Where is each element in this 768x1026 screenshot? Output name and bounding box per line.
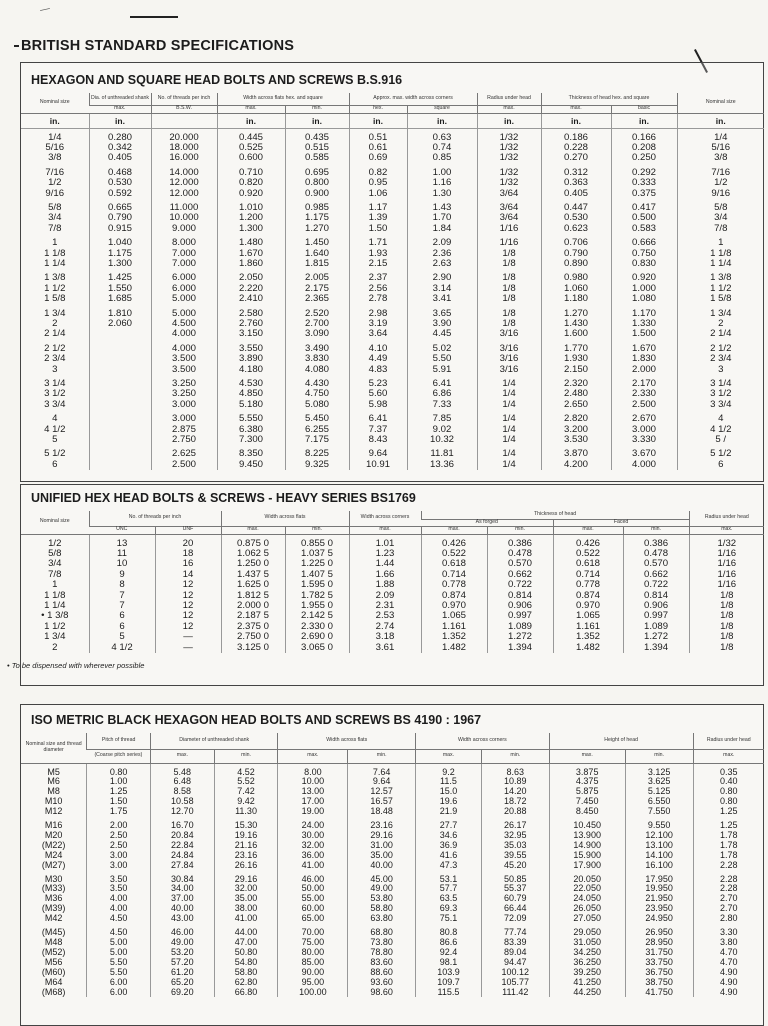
table-row bbox=[21, 375, 764, 410]
table-cell: 3.550 3.890 4.180 bbox=[217, 340, 285, 375]
table-cell bbox=[89, 445, 151, 470]
sub-header: max. bbox=[689, 526, 764, 534]
table-cell: 0.447 0.530 0.623 bbox=[541, 199, 611, 234]
table-row bbox=[21, 269, 764, 304]
table-cell: 50.85 55.37 60.79 66.44 72.09 bbox=[481, 871, 549, 925]
table-cell: 1/8 1/8 1/8 bbox=[477, 269, 541, 304]
table-cell: 23.16 29.16 31.00 35.00 40.00 bbox=[348, 817, 416, 871]
table-row bbox=[21, 924, 764, 997]
table-cell: 80.8 86.6 92.4 98.1 103.9 109.7 115.5 bbox=[416, 924, 482, 997]
footnote: • To be dispensed with wherever possible bbox=[7, 661, 145, 670]
col-header: Radius under head bbox=[693, 733, 764, 749]
table-cell: 26.950 28.950 31.750 33.750 36.750 38.750 41.750 bbox=[625, 924, 693, 997]
table-cell: 3 1/4 3 1/2 3 3/4 bbox=[677, 375, 764, 410]
table-cell: 8.350 9.450 bbox=[217, 445, 285, 470]
table-cell: 0.665 0.790 0.915 bbox=[89, 199, 151, 234]
table-cell: in. bbox=[89, 113, 151, 128]
table-cell: in. bbox=[407, 113, 477, 128]
table-cell: 1 3/4 2 2 1/4 bbox=[44, 307, 66, 340]
sub-header: max. bbox=[89, 105, 151, 113]
table-cell: 16.70 20.84 22.84 24.84 27.84 bbox=[150, 817, 214, 871]
table-cell: 1.43 1.70 1.84 bbox=[407, 199, 477, 234]
table-row bbox=[21, 199, 764, 234]
table-cell: 29.16 32.00 35.00 38.00 41.00 bbox=[214, 871, 278, 925]
table-cell: 1.00 1.16 1.30 bbox=[407, 164, 477, 199]
table-cell: 4.52 5.52 7.42 9.42 11.30 bbox=[214, 763, 278, 817]
table-cell: 0.63 0.74 0.85 bbox=[407, 128, 477, 164]
table-cell: 14.000 12.000 12.000 bbox=[151, 164, 217, 199]
table-cell: 4.10 4.49 4.83 bbox=[349, 340, 407, 375]
table-cell: 1.17 1.39 1.50 bbox=[349, 199, 407, 234]
sub-header: max. bbox=[221, 526, 285, 534]
table-cell: 1/4 5/16 3/8 bbox=[45, 131, 65, 164]
bs4190-table bbox=[21, 733, 764, 997]
table-cell: 2.98 3.19 3.64 bbox=[349, 305, 407, 340]
table-cell: 5.550 6.380 7.300 bbox=[217, 410, 285, 445]
table-cell: 0.666 0.750 0.830 bbox=[611, 234, 677, 269]
table-cell: 1 1 1/8 1 1/4 bbox=[44, 237, 66, 269]
table-cell: 5 1/2 6 bbox=[44, 448, 66, 470]
section-bs916 bbox=[20, 62, 764, 482]
table-cell: (M45) M48 (M52) M56 (M60) M64 (M68) bbox=[41, 927, 66, 997]
sub-header: min. bbox=[625, 749, 693, 763]
section-bs4190 bbox=[20, 704, 764, 1026]
col-header: Radius under head bbox=[477, 93, 541, 105]
table-cell: 2.820 3.200 3.530 bbox=[541, 410, 611, 445]
table-cell: 5.02 5.50 5.91 bbox=[407, 340, 477, 375]
sub-header: B.S.W. bbox=[151, 105, 217, 113]
table-cell: 2.37 2.56 2.78 bbox=[349, 269, 407, 304]
sub-header: min. bbox=[623, 526, 689, 534]
table-cell: 3/16 3/16 3/16 bbox=[477, 340, 541, 375]
table-cell: 5/8 3/4 7/8 bbox=[677, 199, 764, 234]
table-cell: 3.000 2.875 2.750 bbox=[151, 410, 217, 445]
table-cell: 2.580 2.760 3.150 bbox=[217, 305, 285, 340]
table-row bbox=[21, 445, 764, 470]
table-row bbox=[21, 817, 764, 871]
table-cell: 30.84 34.00 37.00 40.00 43.00 bbox=[150, 871, 214, 925]
table-cell: 1.450 1.640 1.815 bbox=[285, 234, 349, 269]
table-cell: 7.64 9.64 12.57 16.57 18.48 bbox=[348, 763, 416, 817]
table-cell: 2 1/2 2 3/4 3 bbox=[677, 340, 764, 375]
table-cell: 46.00 50.00 55.00 60.00 65.00 bbox=[278, 871, 348, 925]
table-cell: 2.050 2.220 2.410 bbox=[217, 269, 285, 304]
table-cell: 4 4 1/2 5 / bbox=[677, 410, 764, 445]
table-cell bbox=[151, 113, 217, 128]
table-cell: 0.292 0.333 0.375 bbox=[611, 164, 677, 199]
table-cell: in. bbox=[217, 113, 285, 128]
table-cell: 1 1 1/8 1 1/4 bbox=[677, 234, 764, 269]
table-cell: 1/2 5/8 3/4 7/8 1 1 1/8 1 1/4 • 1 3/8 1 1/2 1 3/4 2 bbox=[41, 537, 69, 653]
sub-header: min. bbox=[487, 526, 553, 534]
sub-header: max. bbox=[349, 526, 421, 534]
pen-scribble: — bbox=[38, 3, 52, 16]
table-cell: 9.2 11.5 15.0 19.6 21.9 bbox=[416, 763, 482, 817]
bs1769-table bbox=[21, 511, 764, 653]
table-row bbox=[21, 340, 764, 375]
table-cell: 6.000 6.000 5.000 bbox=[151, 269, 217, 304]
table-cell: 3.875 4.375 5.875 7.450 8.450 bbox=[549, 763, 625, 817]
table-cell: 0.920 1.000 1.080 bbox=[611, 269, 677, 304]
table-cell: in. bbox=[677, 113, 764, 128]
table-row bbox=[21, 534, 764, 653]
table-cell: 3.50 3.50 4.00 4.00 4.50 bbox=[87, 871, 151, 925]
table-cell: 11.81 13.36 bbox=[407, 445, 477, 470]
table-cell: 0.386 0.478 0.570 0.662 0.722 0.814 0.906 0.997 1.089 1.272 1.394 bbox=[623, 534, 689, 653]
col-header: Width across flats bbox=[278, 733, 416, 749]
table-cell: 2.005 2.175 2.365 bbox=[285, 269, 349, 304]
table-cell: 24.00 30.00 32.00 36.00 41.00 bbox=[278, 817, 348, 871]
table-cell: 2.520 2.700 3.090 bbox=[285, 305, 349, 340]
col-header: No. of threads per inch bbox=[89, 511, 221, 526]
bs916-table bbox=[21, 93, 764, 470]
table-cell: 0.386 0.478 0.570 0.662 0.722 0.814 0.906 0.997 1.089 1.272 1.394 bbox=[487, 534, 553, 653]
table-cell: 8.00 10.00 13.00 17.00 19.00 bbox=[278, 763, 348, 817]
table-cell: 0.445 0.525 0.600 bbox=[217, 128, 285, 164]
table-cell: 26.17 32.95 35.03 39.55 45.20 bbox=[481, 817, 549, 871]
table-cell: 0.875 0 1.062 5 1.250 0 1.437 5 1.625 0 1.812 5 2.000 0 2.187 5 2.375 0 2.750 0 3.125 0 bbox=[221, 534, 285, 653]
table-cell: 3.250 3.250 3.000 bbox=[151, 375, 217, 410]
table-cell: 2.90 3.14 3.41 bbox=[407, 269, 477, 304]
table-cell: 20.000 18.000 16.000 bbox=[151, 128, 217, 164]
col-header: Width across corners bbox=[416, 733, 550, 749]
col-header: Nominal size bbox=[677, 93, 764, 113]
sub-header: UNC bbox=[89, 526, 155, 534]
section-bs1769 bbox=[7, 484, 764, 686]
table-cell: 0.855 0 1.037 5 1.225 0 1.407 5 1.595 0 1.782 5 1.955 0 2.142 5 2.330 0 2.690 0 3.065 0 bbox=[285, 534, 349, 653]
table-cell: in. bbox=[349, 113, 407, 128]
table-cell: 29.050 31.050 34.250 36.250 39.250 41.250 44.250 bbox=[549, 924, 625, 997]
table-cell: 0.35 0.40 0.80 0.80 1.25 bbox=[693, 763, 764, 817]
table-cell: 9.550 12.100 13.100 14.100 16.100 bbox=[625, 817, 693, 871]
table-cell: 10.450 13.900 14.900 15.900 17.900 bbox=[549, 817, 625, 871]
sub-header: square bbox=[407, 105, 477, 113]
table-cell: 0.186 0.228 0.270 bbox=[541, 128, 611, 164]
sub-header: basic bbox=[611, 105, 677, 113]
table-cell: 1.010 1.200 1.300 bbox=[217, 199, 285, 234]
table-cell: 7/16 1/2 9/16 bbox=[677, 164, 764, 199]
sub-header: max. bbox=[278, 749, 348, 763]
col-header: Radius under head bbox=[689, 511, 764, 526]
table-cell: 0.695 0.800 0.900 bbox=[285, 164, 349, 199]
table-cell: 1.670 1.830 2.000 bbox=[611, 340, 677, 375]
table-cell: 77.74 83.39 89.04 94.47 100.12 105.77 111.42 bbox=[481, 924, 549, 997]
table-row bbox=[21, 128, 764, 164]
table-cell: 6.41 6.86 7.33 bbox=[407, 375, 477, 410]
sub-header: min. bbox=[285, 105, 349, 113]
table-cell: 15.30 19.16 21.16 23.16 26.16 bbox=[214, 817, 278, 871]
table-cell: in. bbox=[21, 113, 89, 128]
table-cell bbox=[89, 375, 151, 410]
table-cell: 1 3/8 1 1/2 1 5/8 bbox=[44, 272, 66, 305]
table-cell: 17.950 19.950 21.950 23.950 24.950 bbox=[625, 871, 693, 925]
table-cell: 1/4 1/4 bbox=[477, 445, 541, 470]
table-cell: 27.7 34.6 36.9 41.6 47.3 bbox=[416, 817, 482, 871]
table-row bbox=[21, 234, 764, 269]
table-cell: 1.270 1.430 1.600 bbox=[541, 305, 611, 340]
table-cell: 2.00 2.50 2.50 3.00 3.00 bbox=[87, 817, 151, 871]
table-cell: 5 1/2 6 bbox=[677, 445, 764, 470]
table-cell: 0.985 1.175 1.270 bbox=[285, 199, 349, 234]
table-cell: 0.435 0.515 0.585 bbox=[285, 128, 349, 164]
sub-header: hex. bbox=[349, 105, 407, 113]
table-cell: 2.320 2.480 2.650 bbox=[541, 375, 611, 410]
col-header: Approx. max. width across corners bbox=[349, 93, 477, 105]
sub-header: max. bbox=[416, 749, 482, 763]
page-title: BRITISH STANDARD SPECIFICATIONS bbox=[14, 38, 294, 54]
col-header: Width across corners bbox=[349, 511, 421, 526]
table-row bbox=[21, 763, 764, 817]
table-cell: 3.490 3.830 4.080 bbox=[285, 340, 349, 375]
table-cell: 7/16 1/2 9/16 bbox=[45, 166, 65, 199]
table-cell: 0.706 0.790 0.890 bbox=[541, 234, 611, 269]
table-cell: 0.980 1.060 1.180 bbox=[541, 269, 611, 304]
table-cell: 0.426 0.522 0.618 0.714 0.778 0.874 0.970 1.065 1.161 1.352 1.482 bbox=[421, 534, 487, 653]
sub-header: max. bbox=[541, 105, 611, 113]
col-header: Faced bbox=[553, 519, 689, 526]
col-header: Width across flats hex. and square bbox=[217, 93, 349, 105]
table-cell: 0.166 0.208 0.250 bbox=[611, 128, 677, 164]
table-row bbox=[21, 164, 764, 199]
table-cell: 3 1/4 3 1/2 3 3/4 bbox=[44, 378, 66, 410]
table-cell: 1/4 5/16 3/8 bbox=[677, 128, 764, 164]
table-cell: 0.710 0.820 0.920 bbox=[217, 164, 285, 199]
table-cell: M5 M6 M8 M10 M12 bbox=[44, 766, 63, 817]
table-cell: 1/32 1/32 1/32 bbox=[477, 128, 541, 164]
table-cell: 0.280 0.342 0.405 bbox=[89, 128, 151, 164]
sub-header: max. bbox=[421, 526, 487, 534]
table-cell: 3.30 3.80 4.70 4.70 4.90 4.90 4.90 bbox=[693, 924, 764, 997]
col-header: No. of threads per inch bbox=[151, 93, 217, 105]
table-cell: 1.040 1.175 1.300 bbox=[89, 234, 151, 269]
col-header: Pitch of thread bbox=[87, 733, 151, 749]
table-cell: 1/32 1/32 3/64 bbox=[477, 164, 541, 199]
table-cell: 46.00 49.00 53.20 57.20 61.20 65.20 69.20 bbox=[150, 924, 214, 997]
table-cell: 20 18 16 14 12 12 12 12 12 — — bbox=[155, 534, 221, 653]
table-cell: 11.000 10.000 9.000 bbox=[151, 199, 217, 234]
sub-header: min. bbox=[481, 749, 549, 763]
table-cell: 1/16 1/8 1/8 bbox=[477, 234, 541, 269]
table-cell: 2.670 3.000 3.330 bbox=[611, 410, 677, 445]
sub-header: max. bbox=[549, 749, 625, 763]
col-header: Thickness of head hex. and square bbox=[541, 93, 677, 105]
table-row bbox=[21, 871, 764, 925]
table-row bbox=[21, 410, 764, 445]
sub-header: min. bbox=[214, 749, 278, 763]
table-cell: 53.1 57.7 63.5 69.3 75.1 bbox=[416, 871, 482, 925]
table-cell: 8.63 10.89 14.20 18.72 20.88 bbox=[481, 763, 549, 817]
section-title: UNIFIED HEX HEAD BOLTS & SCREWS - HEAVY SERIES BS1769 bbox=[31, 491, 416, 505]
table-cell: 2.170 2.330 2.500 bbox=[611, 375, 677, 410]
sub-header: min. bbox=[348, 749, 416, 763]
table-cell: 4.430 4.750 5.080 bbox=[285, 375, 349, 410]
top-rule bbox=[130, 16, 178, 18]
table-cell: 0.80 1.00 1.25 1.50 1.75 bbox=[87, 763, 151, 817]
table-cell: 7.85 9.02 10.32 bbox=[407, 410, 477, 445]
table-cell: 2.09 2.36 2.63 bbox=[407, 234, 477, 269]
table-cell: 3.670 4.000 bbox=[611, 445, 677, 470]
col-header: Nominal size bbox=[21, 511, 89, 534]
table-cell: 8.000 7.000 7.000 bbox=[151, 234, 217, 269]
table-cell: 1.25 1.78 1.78 1.78 2.28 bbox=[693, 817, 764, 871]
table-cell: 3.125 3.625 5.125 6.550 7.550 bbox=[625, 763, 693, 817]
table-cell: 0.51 0.61 0.69 bbox=[349, 128, 407, 164]
table-cell: M16 M20 (M22) M24 (M27) bbox=[41, 820, 66, 870]
col-header: Nominal size bbox=[21, 93, 89, 113]
sub-header: UNF bbox=[155, 526, 221, 534]
sub-header: min. bbox=[285, 526, 349, 534]
table-cell: 8.225 9.325 bbox=[285, 445, 349, 470]
units-row bbox=[21, 113, 764, 128]
table-cell: 1.425 1.550 1.685 bbox=[89, 269, 151, 304]
table-cell: 5.48 6.48 8.58 10.58 12.70 bbox=[150, 763, 214, 817]
sub-header: max. bbox=[693, 749, 764, 763]
col-header: Thickness of head bbox=[421, 511, 689, 519]
col-header: Height of head bbox=[549, 733, 693, 749]
table-cell: 1 3/4 2 2 1/4 bbox=[677, 305, 764, 340]
table-cell: 5.450 6.255 7.175 bbox=[285, 410, 349, 445]
table-cell: in. bbox=[611, 113, 677, 128]
table-cell: 0.426 0.522 0.618 0.714 0.778 0.874 0.970 1.065 1.161 1.352 1.482 bbox=[553, 534, 623, 653]
table-cell: 4.50 5.00 5.00 5.50 5.50 6.00 6.00 bbox=[87, 924, 151, 997]
table-row bbox=[21, 305, 764, 340]
table-cell: 1/4 1/4 1/4 bbox=[477, 375, 541, 410]
section-title: ISO METRIC BLACK HEXAGON HEAD BOLTS AND SCREWS BS 4190 : 1967 bbox=[31, 713, 482, 727]
table-cell: 0.312 0.363 0.405 bbox=[541, 164, 611, 199]
table-cell: 4.000 3.500 3.500 bbox=[151, 340, 217, 375]
sub-header: max. bbox=[553, 526, 623, 534]
table-cell: 5/8 3/4 7/8 bbox=[48, 201, 62, 234]
table-cell: in. bbox=[285, 113, 349, 128]
table-cell: 68.80 73.80 78.80 83.60 88.60 93.60 98.60 bbox=[348, 924, 416, 997]
table-cell: 5.23 5.60 5.98 bbox=[349, 375, 407, 410]
table-cell: 70.00 75.00 80.00 85.00 90.00 95.00 100.00 bbox=[278, 924, 348, 997]
table-cell: 1/4 1/4 1/4 bbox=[477, 410, 541, 445]
table-cell: 0.417 0.500 0.583 bbox=[611, 199, 677, 234]
table-cell: 45.00 49.00 53.80 58.80 63.80 bbox=[348, 871, 416, 925]
col-header: Dia. of unthreaded shank bbox=[89, 93, 151, 105]
table-cell: 2.28 2.28 2.70 2.70 2.80 bbox=[693, 871, 764, 925]
table-cell: 1.810 2.060 bbox=[89, 305, 151, 340]
table-cell: 3.65 3.90 4.45 bbox=[407, 305, 477, 340]
table-cell: 0.468 0.530 0.592 bbox=[89, 164, 151, 199]
table-cell: 4.530 4.850 5.180 bbox=[217, 375, 285, 410]
col-header: Width across flats bbox=[221, 511, 349, 526]
table-cell: in. bbox=[541, 113, 611, 128]
table-cell: 1.170 1.330 1.500 bbox=[611, 305, 677, 340]
table-cell: 20.050 22.050 24.050 26.050 27.050 bbox=[549, 871, 625, 925]
table-cell: in. bbox=[477, 113, 541, 128]
table-cell: 4 4 1/2 5 bbox=[44, 413, 66, 446]
table-cell: 2 1/2 2 3/4 3 bbox=[44, 342, 66, 375]
table-cell: 44.00 47.00 50.80 54.80 58.80 62.80 66.80 bbox=[214, 924, 278, 997]
table-cell: 5.000 4.500 4.000 bbox=[151, 305, 217, 340]
sub-header: (Coarse pitch series) bbox=[87, 749, 151, 763]
sub-header: max. bbox=[150, 749, 214, 763]
table-cell: 1.71 1.93 2.15 bbox=[349, 234, 407, 269]
table-cell: 1.01 1.23 1.44 1.66 1.88 2.09 2.31 2.53 2.74 3.18 3.61 bbox=[349, 534, 421, 653]
col-header: Nominal size and thread diameter bbox=[21, 733, 87, 763]
table-cell: 1.480 1.670 1.860 bbox=[217, 234, 285, 269]
col-header: Diameter of unthreaded shank bbox=[150, 733, 277, 749]
table-cell bbox=[89, 340, 151, 375]
table-cell: 1/8 1/8 3/16 bbox=[477, 305, 541, 340]
sub-header: max. bbox=[217, 105, 285, 113]
table-cell bbox=[89, 410, 151, 445]
table-cell: 2.625 2.500 bbox=[151, 445, 217, 470]
table-cell: 1/32 1/16 1/16 1/16 1/16 1/8 1/8 1/8 1/8 1/8 1/8 bbox=[689, 534, 764, 653]
table-cell: 3/64 3/64 1/16 bbox=[477, 199, 541, 234]
sub-header: max. bbox=[477, 105, 541, 113]
table-cell: 13 11 10 9 8 7 7 6 6 5 4 1/2 bbox=[89, 534, 155, 653]
table-cell: 1 3/8 1 1/2 1 5/8 bbox=[677, 269, 764, 304]
table-cell: 9.64 10.91 bbox=[349, 445, 407, 470]
table-cell: 0.82 0.95 1.06 bbox=[349, 164, 407, 199]
col-header: As forged bbox=[421, 519, 553, 526]
table-cell: M30 (M33) M36 (M39) M42 bbox=[41, 873, 66, 924]
section-title: HEXAGON AND SQUARE HEAD BOLTS AND SCREWS B.S.916 bbox=[31, 73, 403, 87]
table-cell: 6.41 7.37 8.43 bbox=[349, 410, 407, 445]
table-cell: 1.770 1.930 2.150 bbox=[541, 340, 611, 375]
table-cell: 3.870 4.200 bbox=[541, 445, 611, 470]
